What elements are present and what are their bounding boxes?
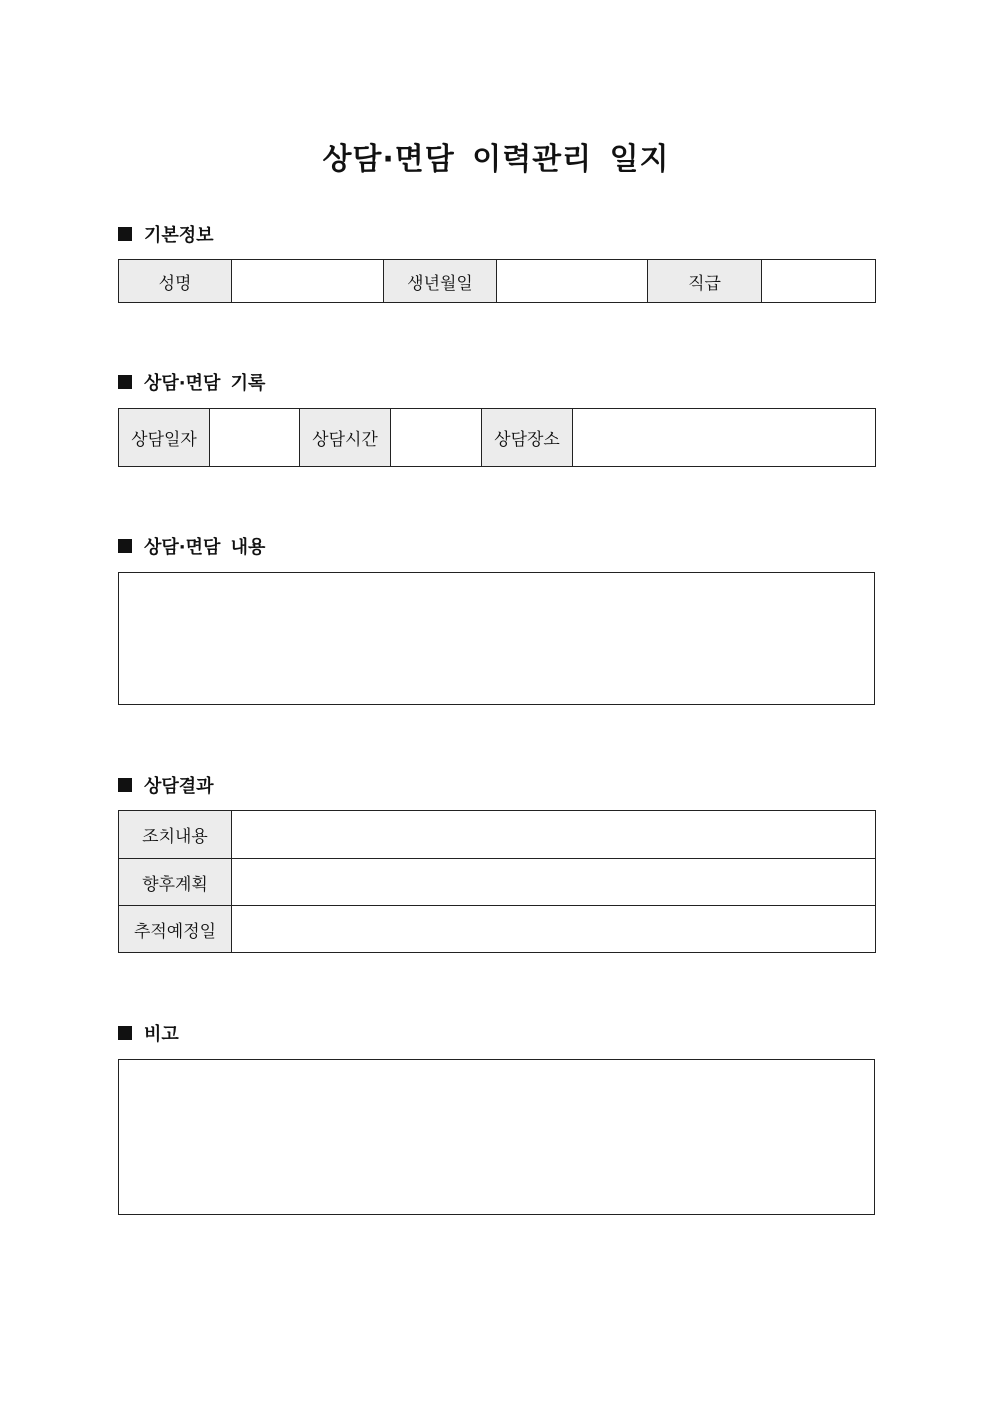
field-label-action-taken: 조치내용: [119, 811, 232, 859]
field-label-consult-place: 상담장소: [482, 409, 573, 467]
field-label-followup-date: 추적예정일: [119, 906, 232, 953]
future-plan-field[interactable]: [232, 859, 876, 906]
section-heading-consult-result: [118, 772, 214, 798]
consult-content-textarea[interactable]: [118, 572, 875, 705]
consult-place-field[interactable]: [573, 409, 876, 467]
field-label-future-plan: 향후계획: [119, 859, 232, 906]
basic-info-table: [118, 259, 876, 303]
square-bullet-icon: [118, 778, 132, 792]
name-field[interactable]: [232, 260, 384, 303]
remarks-textarea[interactable]: [118, 1059, 875, 1215]
section-heading-text: 기본정보: [144, 225, 214, 246]
section-heading-consult-content: [118, 533, 265, 559]
birthdate-field[interactable]: [497, 260, 648, 303]
consult-date-field[interactable]: [210, 409, 300, 467]
consult-result-table: [118, 810, 876, 953]
field-label-consult-time: 상담시간: [300, 409, 391, 467]
table-row: [119, 260, 876, 303]
page-title: 상담·면담 이력관리 일지: [322, 142, 670, 177]
consult-record-table: [118, 408, 876, 467]
square-bullet-icon: [118, 375, 132, 389]
section-heading-text: 상담·면담 기록: [144, 373, 266, 394]
field-label-birthdate: 생년월일: [384, 260, 497, 303]
position-field[interactable]: [762, 260, 876, 303]
section-heading-text: 상담결과: [144, 776, 214, 797]
table-row: [119, 811, 876, 859]
action-taken-field[interactable]: [232, 811, 876, 859]
consult-time-field[interactable]: [391, 409, 482, 467]
followup-date-field[interactable]: [232, 906, 876, 953]
section-heading-text: 상담·면담 내용: [144, 537, 266, 558]
table-row: [119, 409, 876, 467]
section-heading-consult-record: [118, 369, 265, 395]
table-row: [119, 906, 876, 953]
section-heading-text: 비고: [144, 1024, 179, 1045]
square-bullet-icon: [118, 227, 132, 241]
section-heading-remarks: [118, 1020, 179, 1046]
table-row: [119, 859, 876, 906]
field-label-consult-date: 상담일자: [119, 409, 210, 467]
square-bullet-icon: [118, 1026, 132, 1040]
field-label-position: 직급: [648, 260, 762, 303]
field-label-name: 성명: [119, 260, 232, 303]
square-bullet-icon: [118, 539, 132, 553]
section-heading-basic-info: [118, 221, 214, 247]
